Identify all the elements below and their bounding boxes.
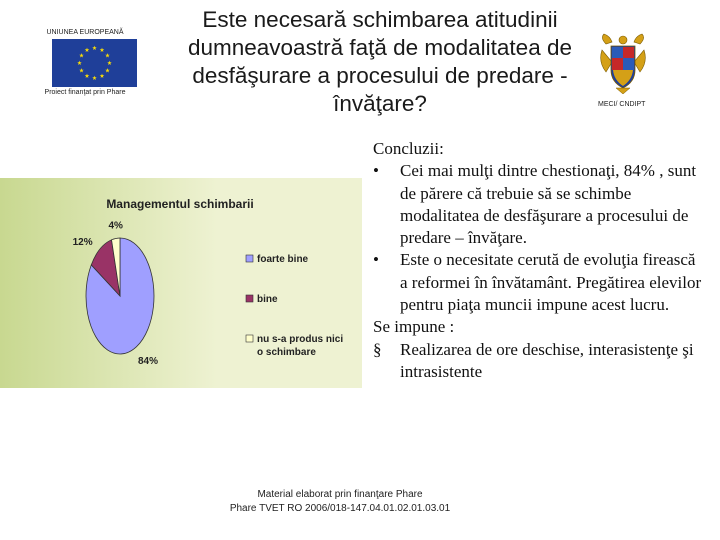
eu-label: UNIUNEA EUROPEANĂ (46, 29, 124, 36)
footer (200, 488, 480, 516)
conclusion-text: Cei mai mulţi dintre chestionaţi, 84% , sunt de părere că trebuie să se schimbe modalitatea de desfăşurare a procesului de predare – învăţare. (400, 161, 697, 248)
data-label: 4% (108, 220, 123, 232)
footer-funding-line: Material elaborat prin finanţare Phare (257, 489, 423, 500)
chart-title: Managementul schimbarii (106, 197, 254, 211)
legend-label: foarte bine (257, 254, 309, 265)
conclusions-block (373, 138, 703, 383)
coat-of-arms-logo (598, 32, 648, 94)
eu-funding-label: Proiect finanţat prin Phare (44, 89, 126, 96)
square-bullet-marker: § (373, 339, 382, 359)
bullet-marker: • (373, 250, 379, 270)
legend-label: nu s-a produs nici o schimbare (257, 334, 344, 358)
conclusion-text: Este o necesitate cerută de evoluţia firească a reformei în învătamânt. Pregătirea elevilor pentru piaţa muncii impune acest lucru. (400, 250, 702, 315)
legend-swatch (246, 255, 253, 262)
legend-swatch (246, 335, 253, 342)
se-impune-heading: Se impune : (373, 317, 455, 337)
data-label: 12% (72, 237, 93, 248)
legend-swatch (246, 295, 253, 302)
list-item (373, 339, 703, 384)
legend-label: bine (257, 294, 278, 305)
pie-chart (0, 178, 362, 388)
data-label: 84% (137, 356, 159, 367)
page-title: Este necesară schimbarea atitudinii dumneavoastră faţă de modalitatea de desfăşurare a procesului de predare - învăţare? (187, 7, 572, 116)
list-item (373, 160, 703, 249)
ministry-label: MECI/ CNDIPT (598, 101, 646, 108)
requirement-text: Realizarea de ore deschise, interasistenţe şi intrasistente (400, 339, 694, 381)
list-item (373, 249, 703, 316)
bullet-marker: • (373, 161, 379, 181)
footer-project-code: Phare TVET RO 2006/018-147.04.01.02.01.03.01 (229, 503, 451, 514)
eu-flag-logo (52, 39, 137, 87)
conclusions-heading: Concluzii: (373, 139, 444, 158)
